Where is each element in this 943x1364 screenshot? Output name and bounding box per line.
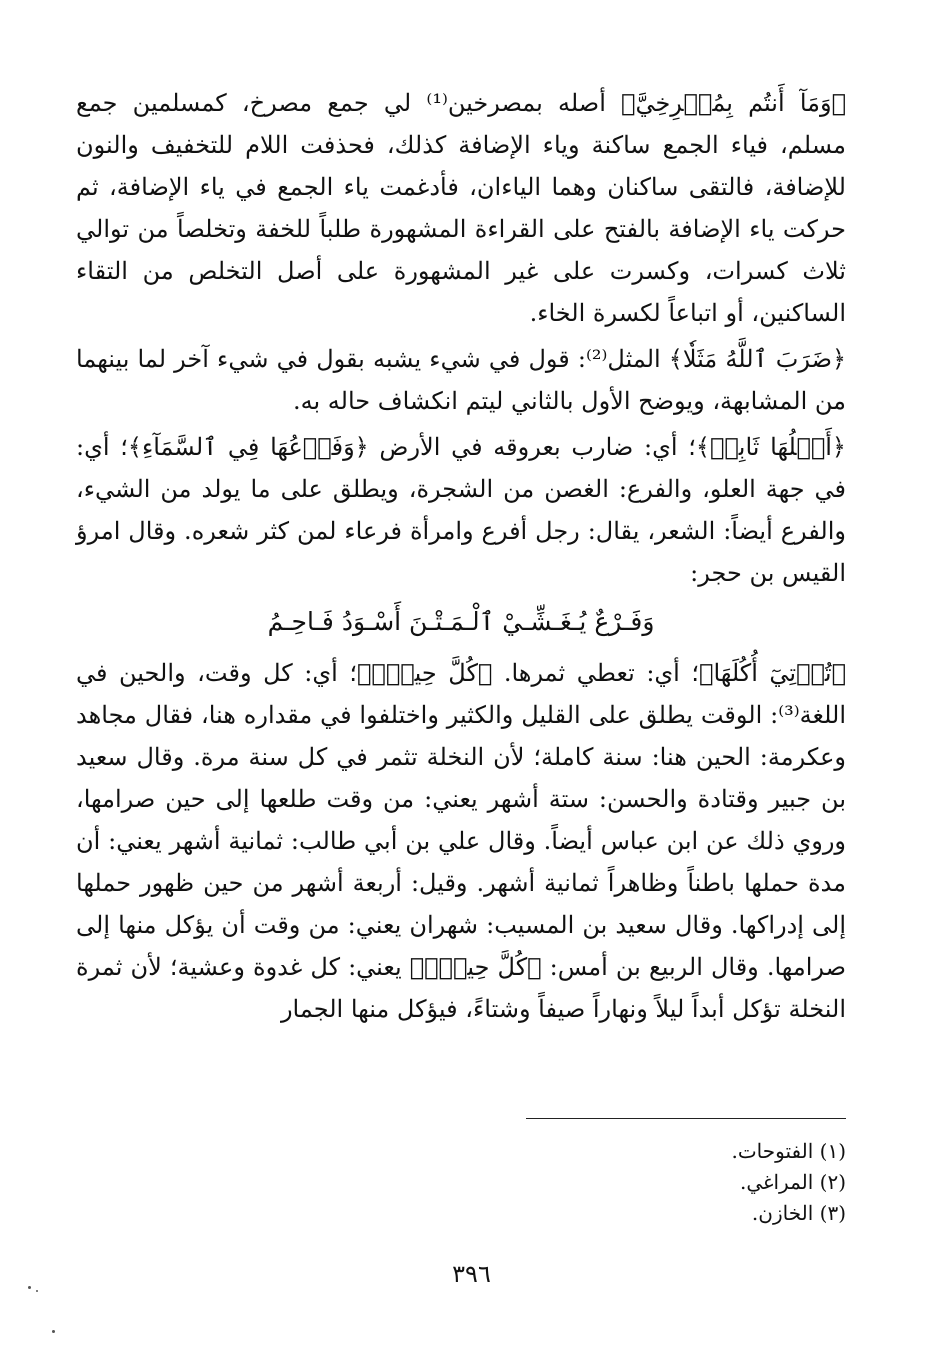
footnote-separator bbox=[526, 1118, 846, 1119]
paragraph: ﴿تُؤۡتِيٓ أُكُلَهَا﴾؛ أي: تعطي ثمرها. ﴿كُلَّ حِينِۭ﴾؛ أي: كل وقت، والحين في اللغة⁽³⁾: الوقت يطلق على القليل والكثير واختلفوا في مقداره هنا، فقال مجاهد وعكرمة: الحين هنا: سنة كاملة؛ لأن النخلة تثمر في كل سنة مرة. وقال سعيد بن جبير وقتادة والحسن: ستة أشهر يعني: من وقت طلعها إلى حين صرامها، وروي ذلك عن ابن عباس أيضاً. وقال علي بن أبي طالب: ثمانية أشهر يعني: أن مدة حملها باطناً وظاهراً ثمانية أشهر. وقيل: أربعة أشهر من حين ظهور حملها إلى إدراكها. وقال سعيد بن المسيب: شهران يعني: من وقت أن يؤكل منها إلى صرامها. وقال الربيع بن أمس: ﴿كُلَّ حِينِۭ﴾ يعني: كل غدوة وعشية؛ لأن ثمرة النخلة تؤكل أبداً ليلاً ونهاراً صيفاً وشتاءً، فيؤكل منها الجمار bbox=[76, 659, 846, 1023]
footnotes bbox=[526, 1136, 846, 1229]
footnote: (٣) الخازن. bbox=[751, 1201, 846, 1225]
paragraph: ﴿وَمَآ أَنتُم بِمُصۡرِخِيَّ﴾ أصله بمصرخين⁽¹⁾ لي جمع مصرخ، كمسلمين جمع مسلم، فياء الجمع ساكنة وياء الإضافة كذلك، فحذفت اللام للتخفيف والنون للإضافة، فالتقى ساكنان وهما الياءان، فأدغمت ياء الجمع في ياء الإضافة، ثم حركت ياء الإضافة بالفتح على القراءة المشهورة طلباً للخفة وتخلصاً من توالي ثلاث كسرات، وكسرت على غير المشهورة على أصل التخلص من التقاء الساكنين، أو اتباعاً لكسرة الخاء. bbox=[76, 89, 846, 327]
footnote: (٢) المراغي. bbox=[739, 1170, 846, 1194]
paragraph: ﴿أَصۡلُهَا ثَابِتٞ﴾؛ أي: ضارب بعروقه في الأرض ﴿وَفَرۡعُهَا فِي ٱلسَّمَآءِ﴾؛ أي: في جهة العلو، والفرع: الغصن من الشجرة، ويطلق على ما يولد من الشيء، والفرع أيضاً: الشعر، يقال: رجل أفرع وامرأة فرعاء لمن كثر شعره. وقال امرؤ القيس بن حجر: bbox=[76, 433, 846, 587]
main-text bbox=[76, 82, 846, 1030]
page-number: ٣٩٦ bbox=[452, 1260, 491, 1288]
paragraph: ﴿ضَرَبَ ٱللَّهُ مَثَلٗا﴾ المثل⁽²⁾: قول في شيء يشبه بقول في شيء آخر لما بينهما من المشابهة، ويوضح الأول بالثاني ليتم انكشاف حاله به. bbox=[76, 345, 847, 415]
footnote: (١) الفتوحات. bbox=[731, 1139, 846, 1163]
scan-speck bbox=[52, 1330, 55, 1333]
scan-speck bbox=[28, 1286, 31, 1289]
poetry-verse: وَفَـرْعٌ يُـغَـشِّـيْ ٱلْـمَـتْـنَ أَسْـوَدُ فَـاحِـمُ bbox=[267, 607, 655, 636]
scan-speck bbox=[36, 1290, 38, 1292]
